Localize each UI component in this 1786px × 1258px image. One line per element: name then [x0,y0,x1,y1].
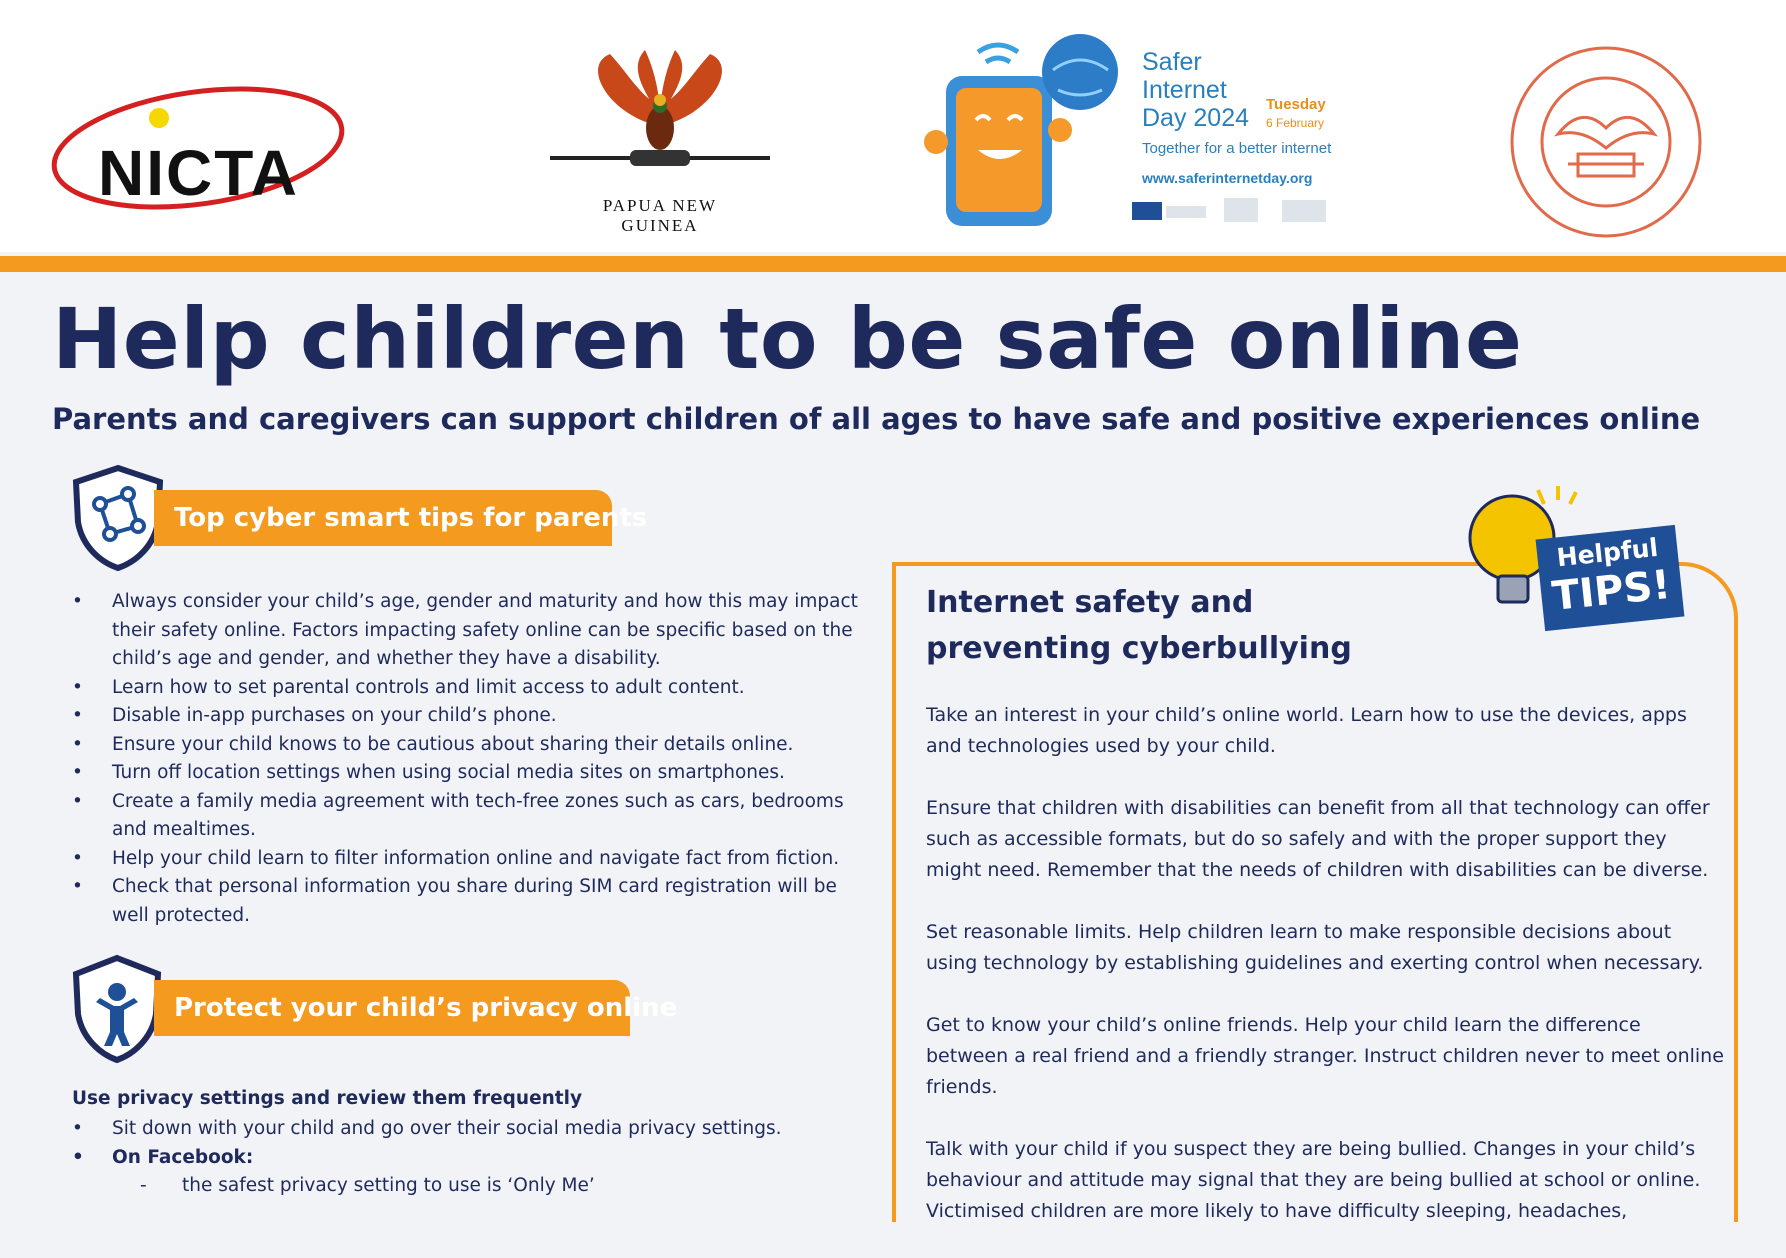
list-item: • Sit down with your child and go over their social media privacy settings. [72,1115,852,1144]
png-caption: PAPUA NEW GUINEA [602,196,718,235]
panel-paragraph: Get to know your child’s online friends. Help your child learn the difference between a real friend and a friendly stranger. Instruct children never to meet online friends. [926,1014,1724,1098]
list-item: • Turn off location settings when using social media sites on smartphones. [72,759,872,788]
list-item: • Learn how to set parental controls and limit access to adult content. [72,674,872,703]
list-item: • Always consider your child’s age, gender and maturity and how this may impact their safety online. Factors impacting safety online can be specific based on the child’s age and gender, and whether they have a disability. [72,588,872,674]
dict-seal-icon [1508,44,1704,240]
sid-tagline: Together for a better internet [1142,140,1332,157]
sid-weekday: Tuesday [1266,96,1326,113]
nicta-wordmark: NICTA [98,137,299,209]
panel-title: Internet safety and preventing cyberbullying [926,585,1352,666]
panel-paragraph: Talk with your child if you suspect they are being bullied. Changes in your child’s behaviour and attitude may signal that they are being bullied at school or online. Victimised children are more likely to have difficulty sleeping, headaches, [926,1138,1701,1222]
partner-logos-strip [1132,196,1332,226]
badge-helpful: Helpful [1555,532,1660,573]
sid-date: 6 February [1266,116,1325,130]
list-item: • Ensure your child knows to be cautious about sharing their details online. [72,731,872,760]
sid-title: Safer Internet [1142,48,1227,104]
badge-tips: TIPS! [1549,561,1673,620]
panel-paragraph: Ensure that children with disabilities can benefit from all that technology can offer such as accessible formats, but do so safely and with the proper support they might need. Remember that the needs of children with disabilities can be diverse. [926,797,1710,881]
page-subtitle: Parents and caregivers can support children of all ages to have safe and positive experiences online [52,402,1701,436]
panel-body [926,700,1726,1258]
orange-divider [0,256,1786,272]
privacy-subheading: Use privacy settings and review them frequently [72,1088,583,1109]
bird-of-paradise-icon [540,46,780,206]
list-item: • Create a family media agreement with tech-free zones such as cars, bedrooms and mealtimes. [72,788,872,845]
page-title: Help children to be safe online [52,290,1523,388]
list-subitem: - the safest privacy setting to use is ‘Only Me’ [72,1172,852,1201]
privacy-list [72,1115,852,1201]
cyber-tips-list [72,588,872,930]
panel-paragraph: Set reasonable limits. Help children learn to make responsible decisions about using technology by establishing guidelines and exerting control when necessary. [926,921,1704,974]
safer-internet-day-logo [918,30,1338,240]
list-item: • Check that personal information you share during SIM card registration will be well protected. [72,873,872,930]
list-item: • Help your child learn to filter information online and navigate fact from fiction. [72,845,872,874]
network-shield-icon [70,464,166,572]
child-shield-icon [70,954,164,1066]
helpful-tips-badge [1536,525,1685,631]
sid-url: www.saferinternetday.org [1142,170,1313,186]
nicta-logo [48,78,388,218]
png-national-emblem [540,46,780,246]
tablet-mascot-icon [918,30,1138,240]
list-item: • On Facebook: [72,1144,852,1173]
section-heading-cyber-tips: Top cyber smart tips for parents [154,490,612,546]
section-heading-privacy: Protect your child’s privacy online [154,980,630,1036]
panel-paragraph: Take an interest in your child’s online world. Learn how to use the devices, apps and technologies used by your child. [926,704,1687,757]
list-item: • Disable in-app purchases on your child’s phone. [72,702,872,731]
sid-year: Day 2024 [1142,104,1250,132]
dict-seal [1508,44,1704,240]
